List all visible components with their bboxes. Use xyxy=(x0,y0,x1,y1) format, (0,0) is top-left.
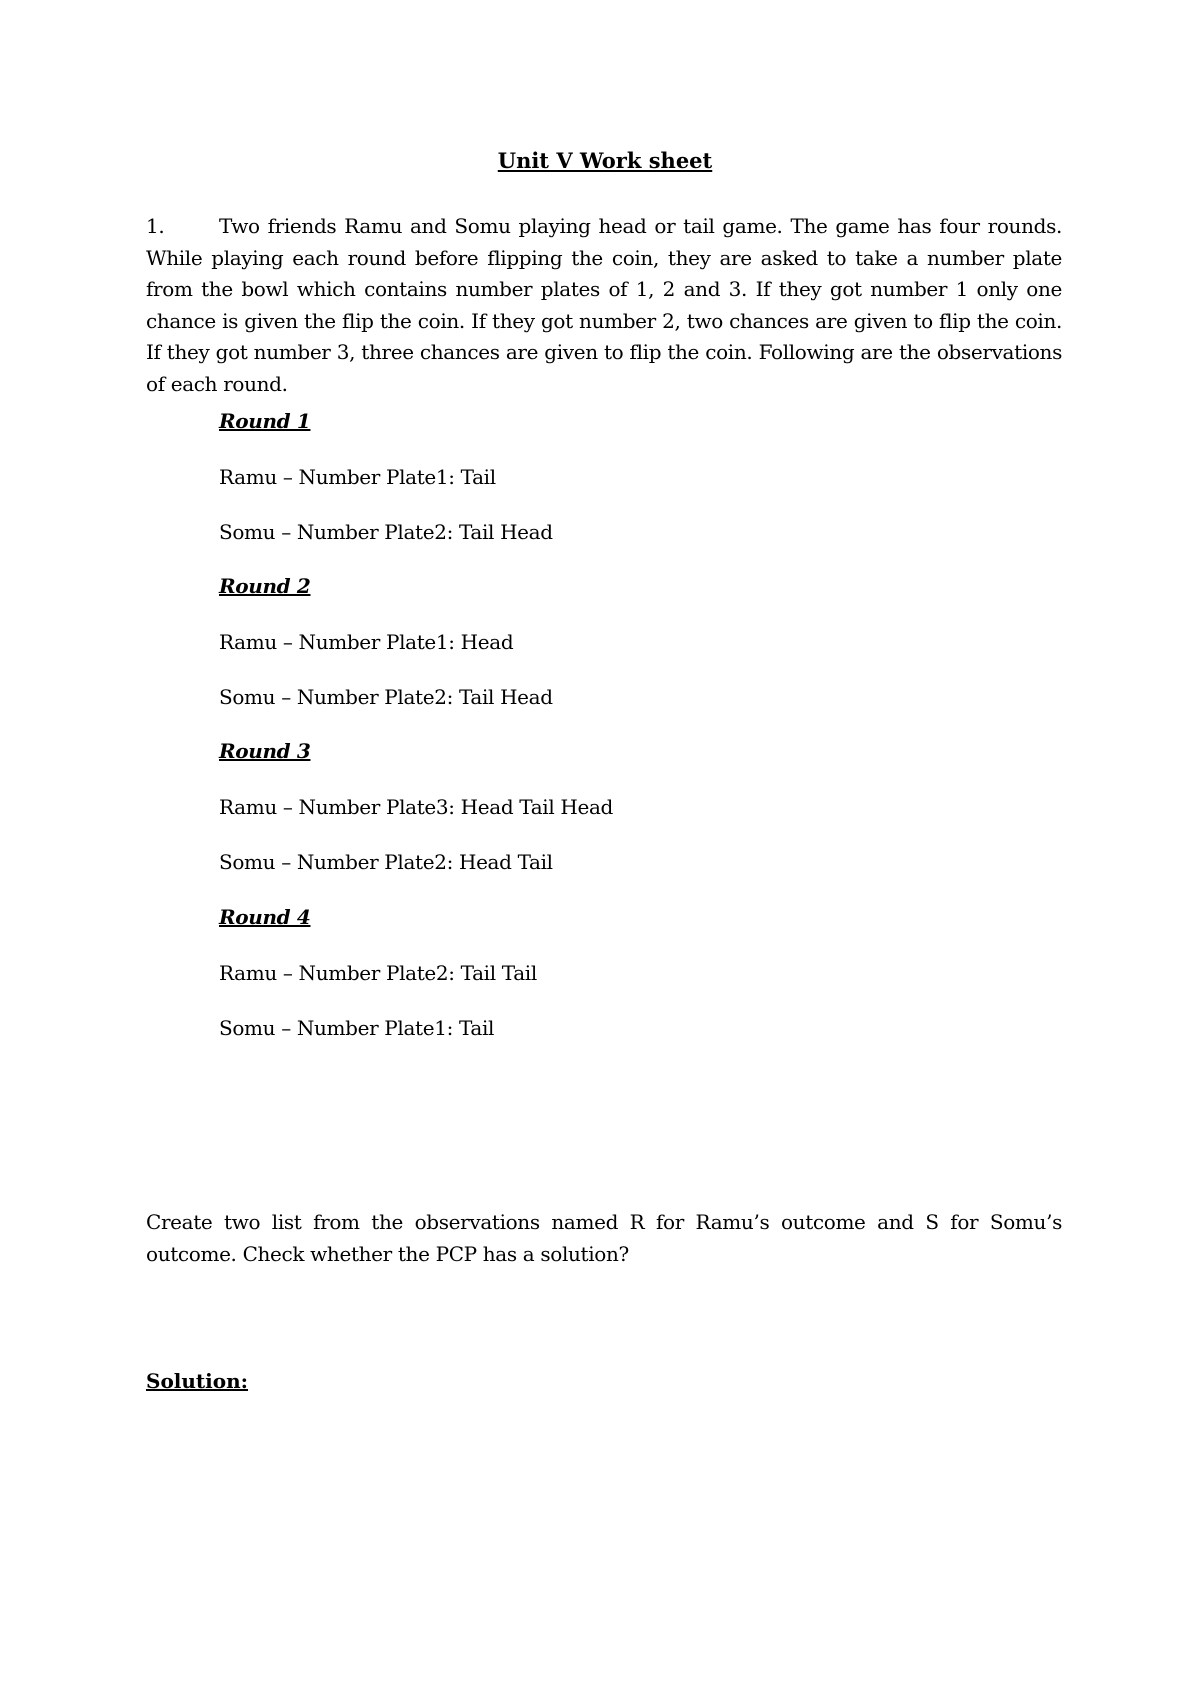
round-1-heading: Round 1 xyxy=(219,409,311,433)
round-4-heading: Round 4 xyxy=(219,905,311,929)
round-4-ramu: Ramu – Number Plate2: Tail Tail xyxy=(219,961,537,985)
task-text: Create two list from the observations named R for Ramu’s outcome and S for Somu’s outcome. Check whether the PCP has a solution? xyxy=(146,1210,1062,1266)
round-1-somu: Somu – Number Plate2: Tail Head xyxy=(219,520,553,544)
round-2-ramu: Ramu – Number Plate1: Head xyxy=(219,630,514,654)
question-number: 1. xyxy=(146,214,165,238)
round-4-somu: Somu – Number Plate1: Tail xyxy=(219,1016,495,1040)
round-2-heading: Round 2 xyxy=(219,574,311,598)
worksheet-title: Unit V Work sheet xyxy=(497,148,713,173)
round-1-ramu: Ramu – Number Plate1: Tail xyxy=(219,465,496,489)
round-3-somu: Somu – Number Plate2: Head Tail xyxy=(219,850,553,874)
question-1 xyxy=(146,211,1062,400)
round-3-heading: Round 3 xyxy=(219,739,311,763)
solution-label: Solution: xyxy=(146,1369,249,1393)
round-3-ramu: Ramu – Number Plate3: Head Tail Head xyxy=(219,795,614,819)
question-text: Two friends Ramu and Somu playing head or tail game. The game has four rounds. While playing each round before flipping the coin, they are asked to take a number plate from the bowl which contains number plates of 1, 2 and 3. If they got number 1 only one chance is given the flip the coin. If they got number 2, two chances are given to flip the coin. If they got number 3, three chances are given to flip the coin. Following are the observations of each round. xyxy=(146,214,1062,396)
round-2-somu: Somu – Number Plate2: Tail Head xyxy=(219,685,553,709)
